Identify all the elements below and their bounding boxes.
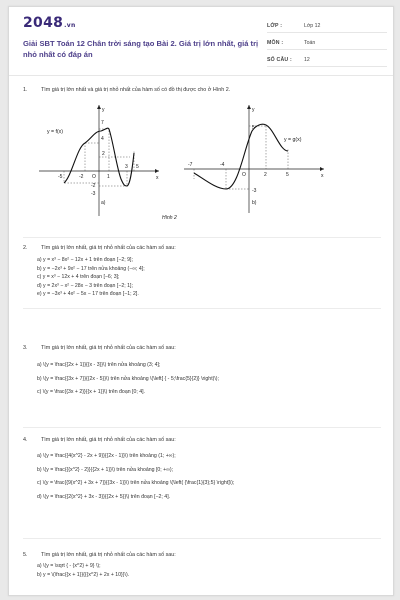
header-divider (9, 75, 393, 76)
x-tick: O (242, 172, 246, 178)
question-text: Tìm giá trị lớn nhất và giá trị nhỏ nhất của hàm số có đồ thị được cho ở Hình 2. (41, 87, 231, 93)
y-axis-arrow-icon (97, 105, 101, 109)
list-item: a) \(y = \sqrt { - {x^2} + 9} \); (37, 563, 101, 569)
list-item: c) \(y = \frac{{3x + 2}}{{x + 1}}\) trên đoạn [0; 4]. (37, 389, 146, 395)
question-number: 5. (23, 552, 28, 558)
meta-value: Toán (304, 40, 316, 46)
question-2-items (37, 257, 145, 300)
function-curve (194, 124, 288, 189)
meta-panel (267, 20, 387, 71)
list-item: c) \(y = \frac{{9{x^2} + 3x + 7}}{{3x - 1}}\) trên nửa khoảng \(\left( {\frac{1}{3};5} \right]\); (37, 480, 235, 486)
x-tick: -4 (220, 162, 225, 168)
question-number: 3. (23, 345, 28, 351)
document-page (8, 6, 394, 596)
y-tick: -3 (91, 191, 96, 197)
meta-row-subject (267, 37, 387, 50)
y-tick: 2 (102, 151, 105, 157)
y-tick: 4 (101, 136, 104, 142)
meta-row-class (267, 20, 387, 33)
meta-value: Lớp 12 (304, 23, 321, 29)
question-number: 1. (23, 87, 28, 93)
question-divider (23, 308, 381, 309)
x-tick: 5 (286, 172, 289, 178)
graph-label: a) (101, 200, 106, 206)
question-divider (23, 538, 381, 539)
question-3-items (37, 362, 219, 403)
function-label: y = f(x) (47, 129, 63, 135)
graph-a (39, 105, 159, 216)
graph-b (184, 105, 324, 213)
question-text: Tìm giá trị lớn nhất, giá trị nhỏ nhất của các hàm số sau: (41, 437, 176, 443)
meta-key: MÔN : (267, 40, 284, 46)
question-text: Tìm giá trị lớn nhất, giá trị nhỏ nhất của các hàm số sau: (41, 245, 176, 251)
x-tick: 2 (264, 172, 267, 178)
x-axis-arrow-icon (320, 167, 324, 171)
y-tick: 5 (252, 125, 255, 131)
question-divider (23, 427, 381, 428)
x-axis-label: x (321, 173, 324, 179)
list-item: a) \(y = \frac{{4{x^2} - 2x + 9}}{{2x - 1}}\) trên khoảng (1; +∞); (37, 453, 176, 459)
meta-row-count (267, 54, 387, 67)
meta-value: 12 (304, 57, 310, 63)
y-tick: -3 (252, 188, 257, 194)
list-item: b) \(y = \frac{{3x + 7}}{{2x - 5}}\) trên nửa khoảng \(\left[ { - 5;\frac{5}{2}} \right)\); (37, 375, 219, 382)
function-label: y = g(x) (284, 137, 302, 143)
x-tick: 3 (125, 164, 128, 170)
list-item: b) y = \(\frac{{x + 1}}{{{x^2} + 2x + 10}}\). (37, 571, 130, 578)
question-text: Tìm giá trị lớn nhất, giá trị nhỏ nhất của các hàm số sau: (41, 345, 176, 351)
x-tick: 1 (107, 174, 110, 180)
figure-graphs (39, 101, 359, 225)
question-number: 4. (23, 437, 28, 443)
x-tick: O (92, 174, 96, 180)
y-axis-label: y (252, 107, 255, 113)
page-title: Giải SBT Toán 12 Chân trời sáng tạo Bài 2. Giá trị lớn nhất, giá trị nhỏ nhất có đáp án (23, 39, 259, 59)
question-divider (23, 237, 381, 238)
x-axis-arrow-icon (155, 169, 159, 173)
meta-key: SỐ CÂU : (267, 57, 292, 63)
x-tick: -5 (58, 174, 63, 180)
y-axis-label: y (102, 107, 105, 113)
figure-caption: Hình 2 (162, 215, 177, 221)
x-tick: -7 (188, 162, 193, 168)
list-item: e) y = −3x³ + 4x² − 5x − 17 trên đoạn [−1; 2]. (37, 291, 139, 298)
list-item: d) \(y = \frac{{2{x^2} + 3x - 3}}{{2x + 5}}\) trên đoạn [−2; 4]. (37, 493, 171, 500)
list-item: c) y = x³ − 12x + 4 trên đoạn [−6; 3]; (37, 274, 120, 281)
list-item: d) y = 2x³ − x² − 28x − 3 trên đoạn [−2; 1]; (37, 282, 133, 289)
site-logo[interactable]: 2048.vn (23, 15, 76, 31)
list-item: b) \(y = \frac{{{x^2} - 2}}{{2x + 1}}\) trên nửa khoảng [0; +∞); (37, 466, 174, 473)
graph-label: b) (252, 200, 257, 206)
meta-key: LỚP : (267, 23, 283, 29)
question-4-items (37, 453, 234, 507)
list-item: a) y = x³ − 8x² − 12x + 1 trên đoạn [−2; 9]; (37, 257, 133, 263)
x-axis-label: x (156, 175, 159, 181)
question-number: 2. (23, 245, 28, 251)
list-item: a) \(y = \frac{{2x + 1}}{{x - 3}}\) trên nửa khoảng (3; 4]; (37, 362, 161, 368)
question-text: Tìm giá trị lớn nhất, giá trị nhỏ nhất của các hàm số sau: (41, 552, 176, 558)
list-item: b) y = −2x³ + 9x² − 17 trên nửa khoảng (−∞; 4]; (37, 265, 145, 272)
y-tick: 7 (101, 120, 104, 126)
y-axis-arrow-icon (247, 105, 251, 109)
x-tick: -2 (79, 174, 84, 180)
x-tick: 5 (136, 164, 139, 170)
y-tick: -2 (91, 183, 96, 189)
question-5-items (37, 563, 129, 580)
